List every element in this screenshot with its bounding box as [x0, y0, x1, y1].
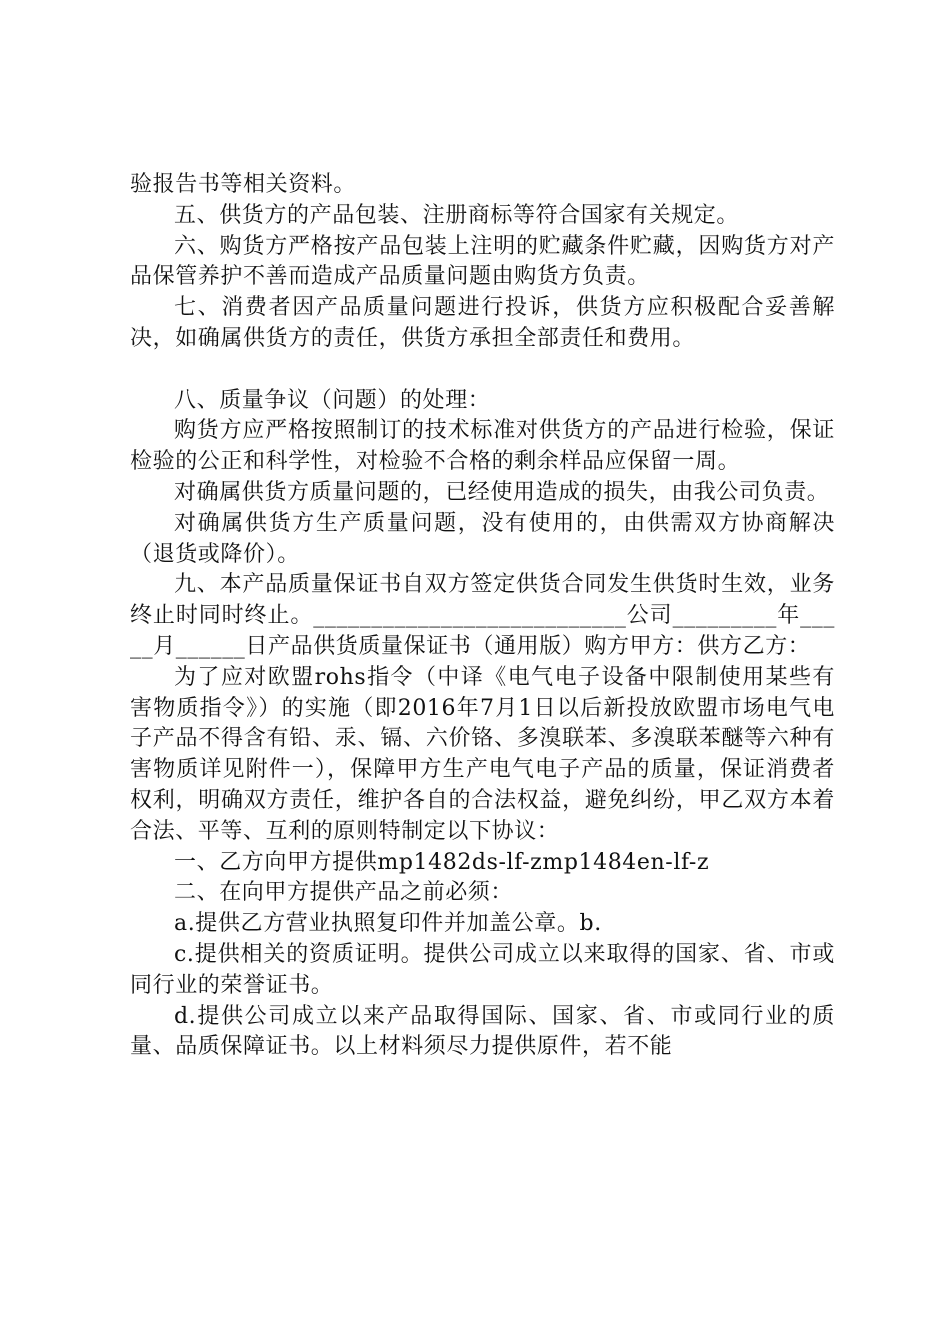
paragraph: 一、乙方向甲方提供mp1482ds-lf-zmp1484en-lf-z — [174, 849, 710, 875]
paragraph: 验报告书等相关资料。 — [130, 172, 357, 197]
paragraph: 五、供货方的产品包装、注册商标等符合国家有关规定。 — [174, 202, 740, 228]
paragraph: d.提供公司成立以来产品取得国际、国家、省、市或同行业的质量、品质保障证书。以上材料须尽力提供原件，若不能 — [130, 1003, 835, 1060]
document-body — [130, 170, 835, 1063]
section-heading: 八、质量争议（问题）的处理： — [174, 387, 491, 413]
paragraph: 九、本产品质量保证书自双方签定供货合同发生供货时生效，业务终止时同时终止。___________________________公司_________年_____月______日产品供货质量保证书（通用版）购方甲方：供方乙方： — [130, 572, 835, 659]
paragraph: c.提供相关的资质证明。提供公司成立以来取得的国家、省、市或同行业的荣誉证书。 — [130, 941, 835, 998]
paragraph: 七、消费者因产品质量问题进行投诉，供货方应积极配合妥善解决，如确属供货方的责任，供货方承担全部责任和费用。 — [130, 295, 835, 351]
paragraph: 二、在向甲方提供产品之前必须： — [174, 880, 514, 906]
paragraph: 购货方应严格按照制订的技术标准对供货方的产品进行检验，保证检验的公正和科学性，对检验不合格的剩余样品应保留一周。 — [130, 418, 835, 475]
paragraph: 六、购货方严格按产品包装上注明的贮藏条件贮藏，因购货方对产品保管养护不善而造成产品质量问题由购货方负责。 — [130, 233, 835, 290]
paragraph: 为了应对欧盟rohs指令（中译《电气电子设备中限制使用某些有害物质指令》）的实施（即2016年7月1日以后新投放欧盟市场电气电子产品不得含有铅、汞、镉、六价铬、多溴联苯、多溴联苯醚等六种有害物质详见附件一），保障甲方生产电气电子产品的质量，保证消费者权利，明确双方责任，维护各自的合法权益，避免纠纷，甲乙双方本着合法、平等、互利的原则特制定以下协议： — [130, 664, 835, 844]
paragraph: 对确属供货方生产质量问题，没有使用的，由供需双方协商解决（退货或降价）。 — [130, 510, 835, 567]
paragraph: 对确属供货方质量问题的，已经使用造成的损失，由我公司负责。 — [174, 479, 830, 505]
paragraph: a.提供乙方营业执照复印件并加盖公章。b. — [174, 911, 602, 937]
paragraph-spacer — [130, 355, 835, 386]
